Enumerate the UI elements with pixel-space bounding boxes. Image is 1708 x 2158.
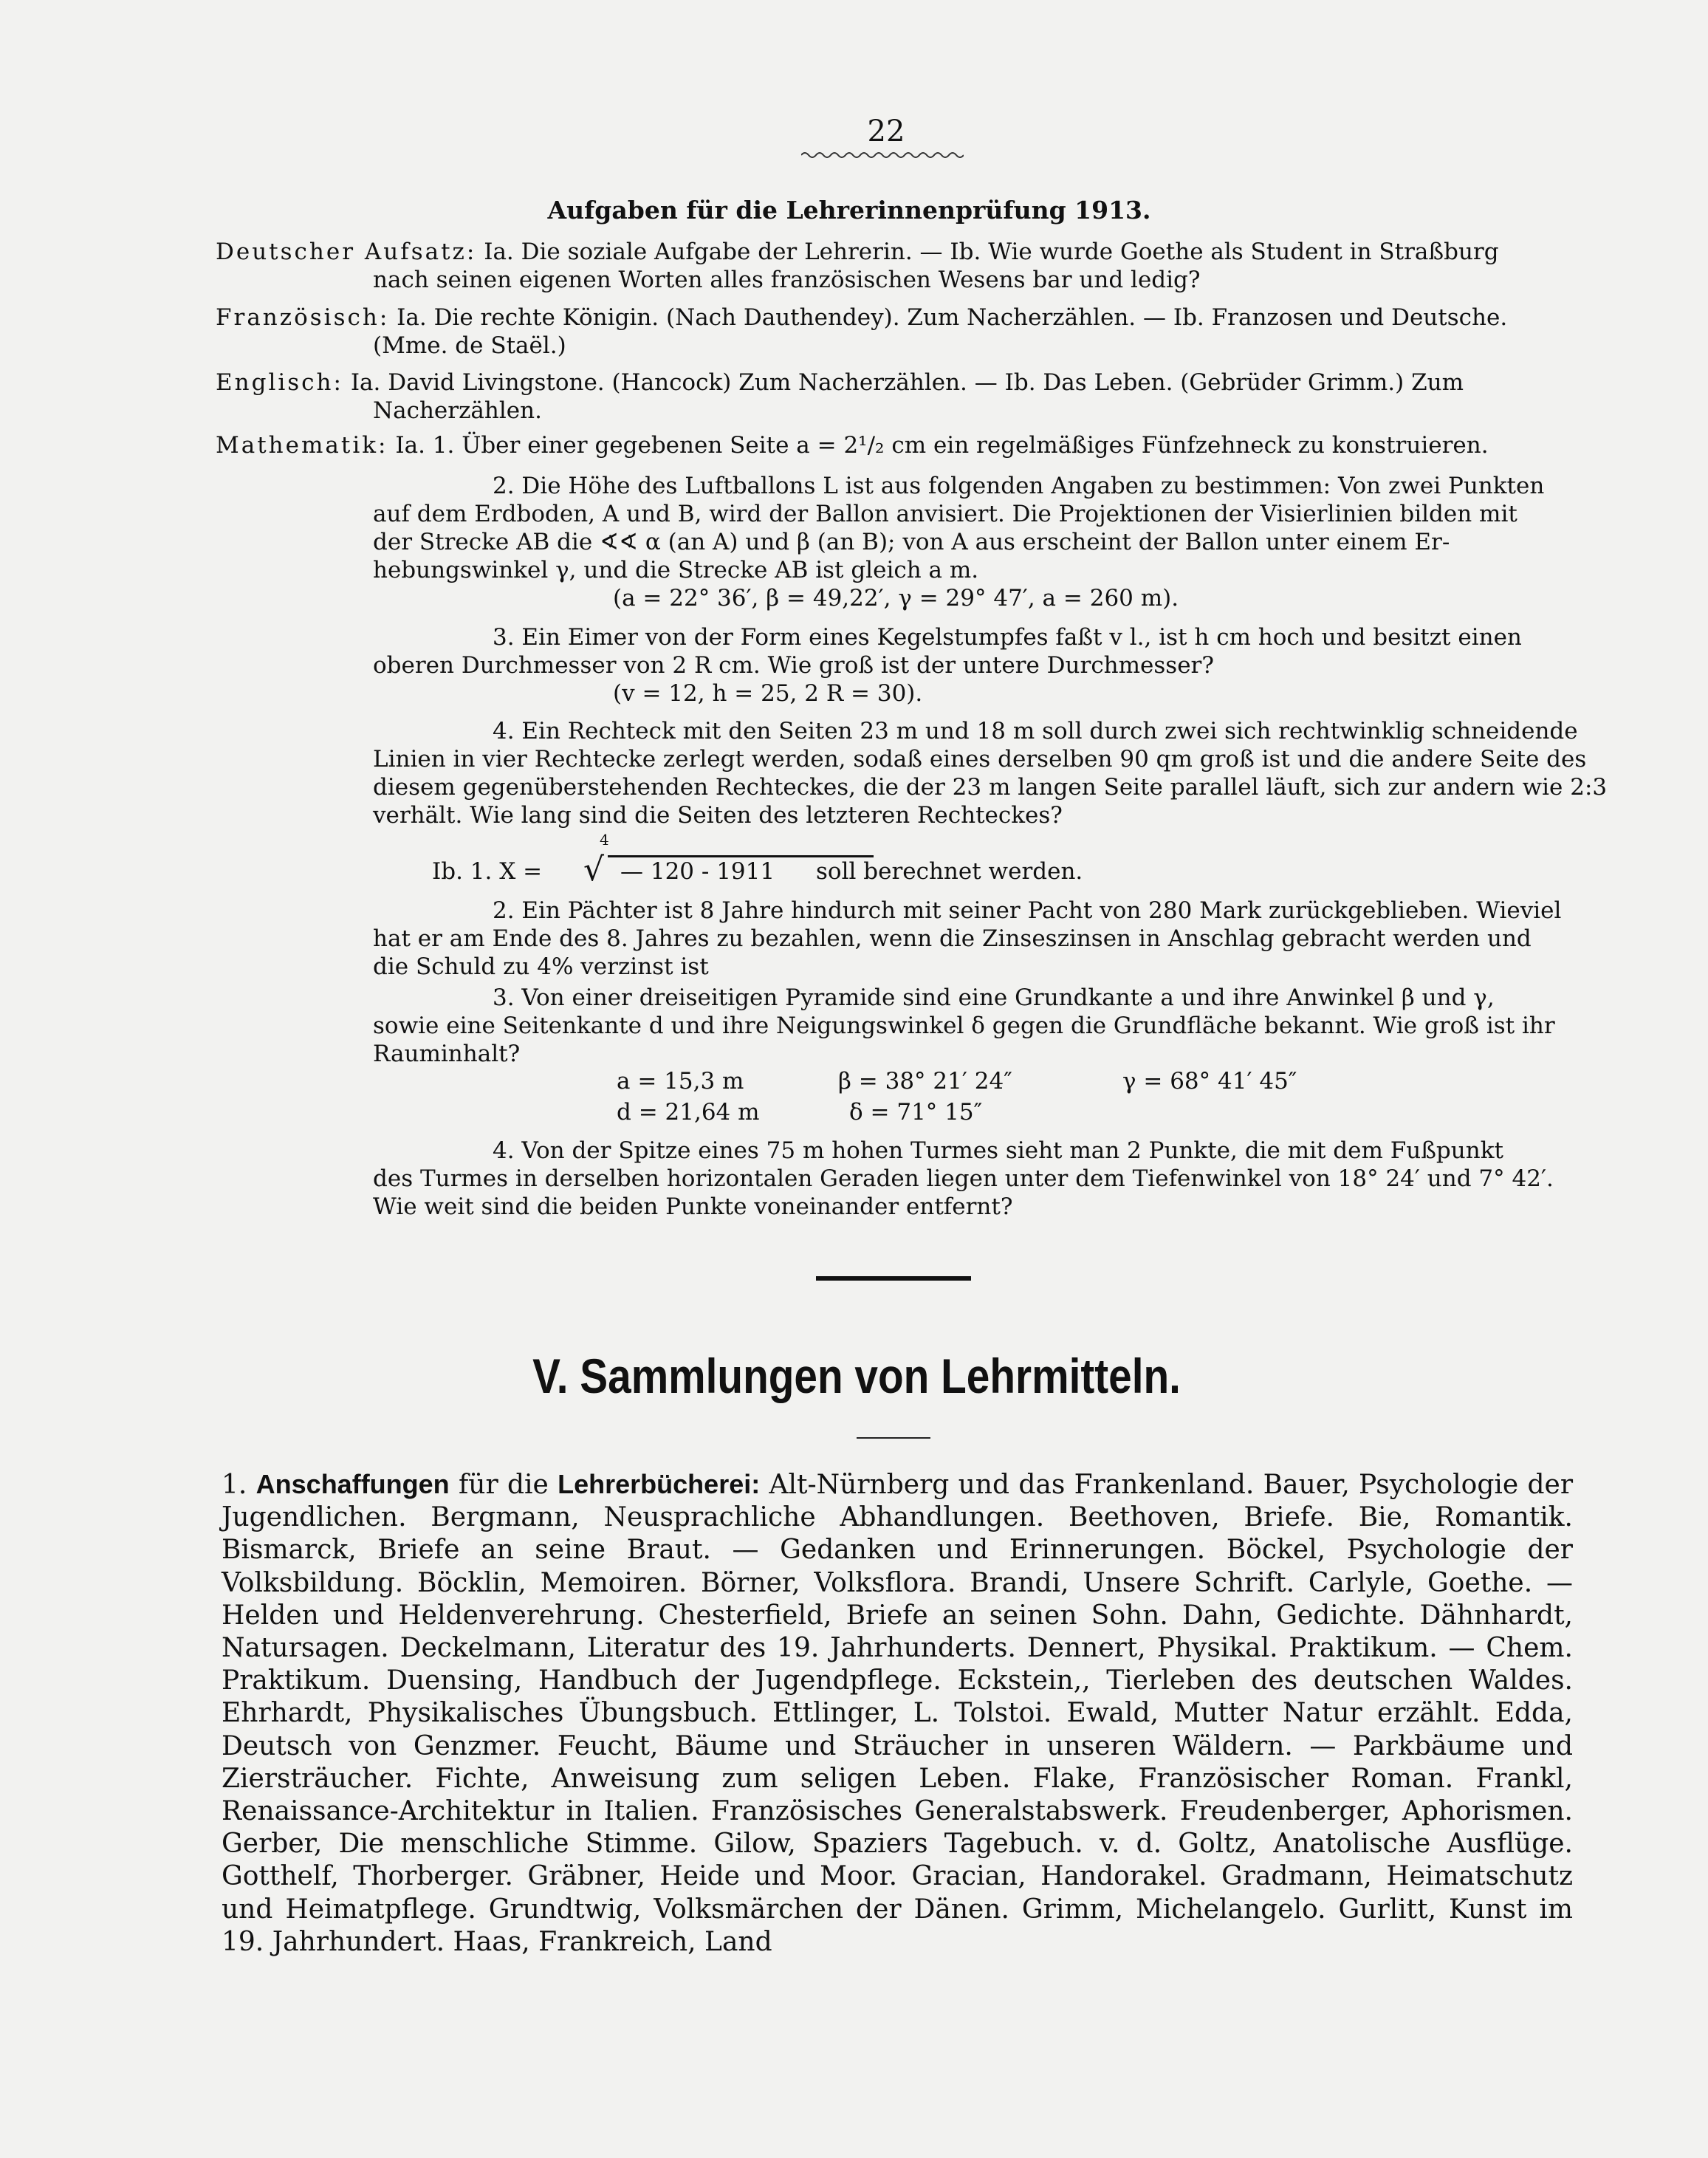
paragraph-lead: Anschaffungen xyxy=(255,1469,450,1499)
math-ia-2-line-3: der Strecke AB die ∢∢ α (an A) und β (an B); von A aus erscheint der Ballon unter einem Er- xyxy=(373,529,1450,555)
radical-sign: √ xyxy=(583,851,605,888)
val-gamma: γ = 68° 41′ 45″ xyxy=(1122,1068,1297,1095)
engl-line-1 xyxy=(216,369,1464,396)
franz-line-1 xyxy=(216,304,1507,331)
engl-label: Englisch: xyxy=(216,369,343,396)
franz-text-1: Ia. Die rechte Königin. (Nach Dauthendey). Zum Nacherzählen. — Ib. Franzosen und Deutsche. xyxy=(397,304,1508,331)
math-ia-3-values: (v = 12, h = 25, 2 R = 30). xyxy=(613,680,923,707)
engl-line-2: Nacherzählen. xyxy=(373,397,542,424)
math-ia-3-line-2: oberen Durchmesser von 2 R cm. Wie groß ist der untere Durchmesser? xyxy=(373,652,1214,679)
page-number: 22 xyxy=(867,114,905,148)
math-ib-2-line-3: die Schuld zu 4% verzinst ist xyxy=(373,953,709,980)
deutsch-text-1: Ia. Die soziale Aufgabe der Lehrerin. — Ib. Wie wurde Goethe als Student in Straßburg xyxy=(484,239,1499,265)
math-ia-2-line-4: hebungswinkel γ, und die Strecke AB ist gleich a m. xyxy=(373,557,979,583)
section-divider xyxy=(816,1276,971,1281)
math-ia-4-line-1: 4. Ein Rechteck mit den Seiten 23 m und 18 m soll durch zwei sich rechtwinklig schneidende xyxy=(493,718,1578,744)
paragraph-lead-2: Lehrerbücherei: xyxy=(558,1469,761,1499)
root-index: 4 xyxy=(600,831,609,849)
franz-line-2: (Mme. de Staël.) xyxy=(373,332,566,359)
franz-label: Französisch: xyxy=(216,304,390,331)
engl-text-1: Ia. David Livingstone. (Hancock) Zum Nacherzählen. — Ib. Das Leben. (Gebrüder Grimm.) Zum xyxy=(350,369,1464,396)
math-ia-2-line-2: auf dem Erdboden, A und B, wird der Ballon anvisiert. Die Projektionen der Visierlinien bilden mit xyxy=(373,501,1517,527)
math-ib-4-line-1: 4. Von der Spitze eines 75 m hohen Turmes sieht man 2 Punkte, die mit dem Fußpunkt xyxy=(493,1137,1503,1164)
math-label: Mathematik: xyxy=(216,432,388,459)
val-beta: β = 38° 21′ 24″ xyxy=(838,1068,1012,1095)
deutsch-label: Deutscher Aufsatz: xyxy=(216,239,477,265)
math-ib-3-line-3: Rauminhalt? xyxy=(373,1041,521,1067)
acquisitions-paragraph xyxy=(222,1468,1573,1959)
math-ia-2-line-1: 2. Die Höhe des Luftballons L ist aus folgenden Angaben zu bestimmen: Von zwei Punkten xyxy=(493,473,1545,499)
math-ib-2-line-1: 2. Ein Pächter ist 8 Jahre hindurch mit seiner Pacht von 280 Mark zurückgeblieben. Wieviel xyxy=(493,897,1562,924)
math-ia-4-line-2: Linien in vier Rechtecke zerlegt werden, sodaß eines derselben 90 qm groß ist und die andere Seite des xyxy=(373,746,1587,773)
paragraph-number: 1. xyxy=(222,1470,247,1500)
math-ia-1 xyxy=(216,432,1489,459)
deutsch-line-1 xyxy=(216,239,1499,265)
math-ib-1-suffix: soll berechnet werden. xyxy=(816,858,1083,885)
val-d: d = 21,64 m xyxy=(617,1099,760,1126)
exam-heading: Aufgaben für die Lehrerinnenprüfung 1913. xyxy=(547,196,1151,225)
math-ia-3-line-1: 3. Ein Eimer von der Form eines Kegelstumpfes faßt v l., ist h cm hoch und besitzt einen xyxy=(493,624,1522,651)
math-ib-2-line-2: hat er am Ende des 8. Jahres zu bezahlen, wenn die Zinseszinsen in Anschlag gebracht werden und xyxy=(373,925,1532,952)
math-ib-3-line-2: sowie eine Seitenkante d und ihre Neigungswinkel δ gegen die Grundfläche bekannt. Wie groß ist ihr xyxy=(373,1013,1555,1039)
math-ib-1-radicand: — 120 - 1911 xyxy=(620,858,775,885)
wavy-ornament xyxy=(801,148,964,162)
title-underline xyxy=(857,1437,930,1439)
val-a: a = 15,3 m xyxy=(617,1068,744,1095)
val-delta: δ = 71° 15″ xyxy=(849,1099,983,1126)
math-ib-1-prefix: Ib. 1. X = xyxy=(432,858,543,885)
math-ia-2-values: (a = 22° 36′, β = 49,22′, γ = 29° 47′, a = 260 m). xyxy=(613,585,1179,612)
radical-bar xyxy=(608,855,874,857)
paragraph-body: Alt-Nürnberg und das Frankenland. Bauer, Psychologie der Jugendlichen. Bergmann, Neusprachliche Abhandlungen. Beethoven, Briefe. Bie, Romantik. Bismarck, Briefe an seine Braut. — Gedanken und Erinnerungen. Böckel, Psychologie der Volksbildung. Böcklin, Memoiren. Börner, Volksflora. Brandi, Unsere Schrift. Carlyle, Goethe. — Helden und Heldenverehrung. Chesterfield, Briefe an seinen Sohn. Dahn, Gedichte. Dähnhardt, Natursagen. Deckelmann, Literatur des 19. Jahrhunderts. Dennert, Physikal. Praktikum. — Chem. Praktikum. Duensing, Handbuch der Jugendpflege. Eckstein,, Tierleben des deutschen Waldes. Ehrhardt, Physikalisches Übungsbuch. Ettlinger, L. Tolstoi. Ewald, Mutter Natur erzählt. Edda, Deutsch von Genzmer. Feucht, Bäume und Sträucher in unseren Wäldern. — Parkbäume und Ziersträucher. Fichte, Anweisung zum seligen Leben. Flake, Französischer Roman. Frankl, Renaissance-Architektur in Italien. Französisches Generalstabswerk. Freudenberger, Aphorismen. Gerber, Die menschliche Stimme. Gilow, Spaziers Tagebuch. v. d. Goltz, Anatolische Ausflüge. Gotthelf, Thorberger. Gräbner, Heide und Moor. Gracian, Handorakel. Gradmann, Heimatschutz und Heimatpflege. Grundtwig, Volksmärchen der Dänen. Grimm, Michelangelo. Gurlitt, Kunst im 19. Jahrhundert. Haas, Frankreich, Land xyxy=(222,1470,1574,1957)
math-ib-3-line-1: 3. Von einer dreiseitigen Pyramide sind eine Grundkante a und ihre Anwinkel β und γ, xyxy=(493,984,1495,1011)
paragraph-mid: für die xyxy=(458,1470,549,1500)
math-ib-4-line-3: Wie weit sind die beiden Punkte voneinander entfernt? xyxy=(373,1193,1013,1220)
math-ib-4-line-2: des Turmes in derselben horizontalen Geraden liegen unter dem Tiefenwinkel von 18° 24′ und 7° 42′. xyxy=(373,1165,1554,1192)
section-title: V. Sammlungen von Lehrmitteln. xyxy=(532,1349,1181,1403)
math-ia-4-line-3: diesem gegenüberstehenden Rechteckes, die der 23 m langen Seite parallel läuft, sich zur andern wie 2:3 xyxy=(373,774,1608,801)
deutsch-line-2: nach seinen eigenen Worten alles französischen Wesens bar und ledig? xyxy=(373,267,1201,293)
math-ia-4-line-4: verhält. Wie lang sind die Seiten des letzteren Rechteckes? xyxy=(373,802,1063,829)
math-ia-1-text: Ia. 1. Über einer gegebenen Seite a = 2¹/₂ cm ein regelmäßiges Fünfzehneck zu konstruieren. xyxy=(395,432,1489,459)
